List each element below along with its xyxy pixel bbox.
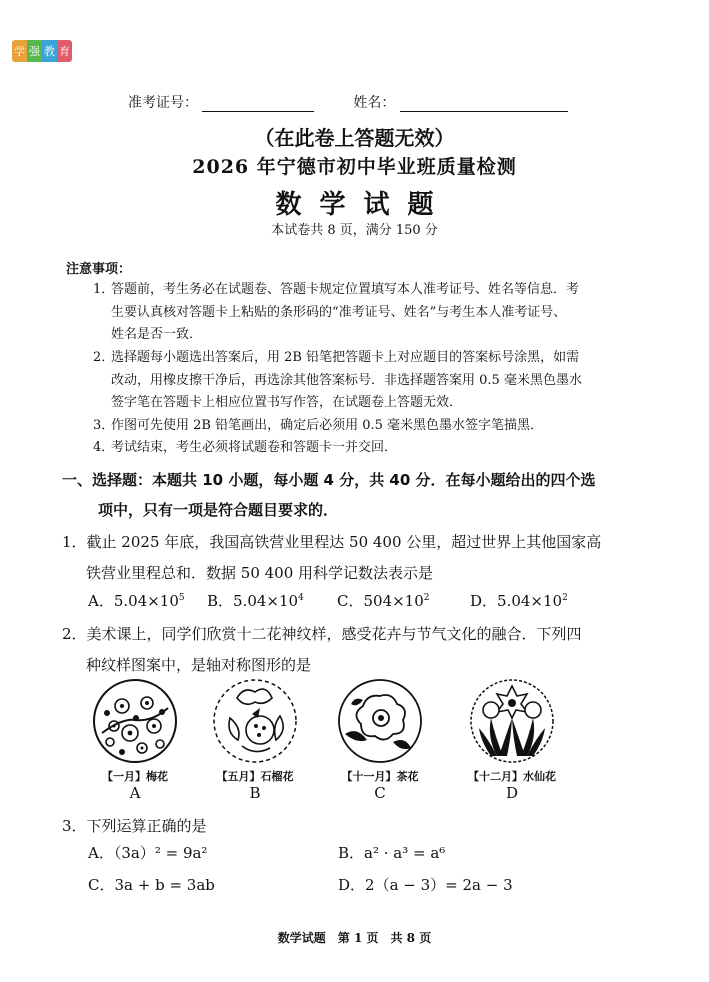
exam-info: 本试卷共 8 页，满分 150 分 [271,223,438,238]
q3-option-c[interactable] [88,874,215,895]
q1-option-c[interactable]: C．$504\times 10^2$ [337,592,430,610]
question-1 [62,527,652,589]
note-item-4 [93,437,653,460]
q2-option-a[interactable] [85,678,185,802]
figure-caption: 【一月】梅花 [102,770,168,783]
logo-char: 强 [27,40,42,62]
option-expression: （3a）² = 9a² [113,844,208,862]
header-fields [128,92,568,112]
note-item-3 [93,415,653,438]
figure-letter: B [249,784,261,802]
q2-option-b[interactable] [205,678,305,802]
note-item-1 [93,279,653,347]
question-line: 铁营业里程总和．数据 50 400 用科学记数法表示是 [86,564,434,582]
question-3: 3．下列运算正确的是 [62,817,207,835]
exam-id-field[interactable] [202,97,314,112]
figure-letter: C [374,784,386,802]
page-footer: 数学试题 第 1 页 共 8 页 [277,931,432,945]
figure-letter: A [129,784,141,802]
note-line: 生要认真核对答题卡上粘贴的条形码的“准考证号、姓名”与考生本人准考证号、 [111,304,567,320]
note-number: 3． [93,418,115,433]
section-heading [62,465,662,525]
pomegranate-flower-pattern-icon [212,678,298,764]
question-2 [62,619,652,681]
note-number: 4． [93,440,115,455]
section-line: 项中，只有一项是符合题目要求的． [98,501,339,519]
option-label: C． [88,876,115,894]
note-line: 选择题每小题选出答案后，用 2B 铅笔把答题卡上对应题目的答案标号涂黑，如需 [111,350,580,365]
option-label: D． [338,876,366,894]
note-line: 签字笔在答题卡上相应位置书写作答，在试题卷上答题无效． [111,395,463,411]
q3-option-d[interactable] [338,874,513,895]
note-item-2 [93,347,653,415]
narcissus-pattern-icon [469,678,555,764]
name-label: 姓名： [353,95,396,111]
subject-title: 数学试题 [275,190,452,220]
note-number: 2． [93,350,115,365]
q3-option-b[interactable] [338,842,445,863]
invalid-note: （在此卷上答题无效） [254,126,455,150]
question-line: 2．美术课上，同学们欣赏十二花神纹样，感受花卉与节气文化的融合．下列四 [62,625,582,643]
question-line: 1．截止 2025 年底，我国高铁营业里程达 50 400 公里，超过世界上其他国家高 [62,533,602,551]
note-number: 1． [93,282,115,297]
figure-letter: D [505,784,519,802]
note-line: 改动，用橡皮擦干净后，再选涂其他答案标号．非选择题答案用 0.5 毫米黑色墨水 [111,372,582,388]
q3-option-a[interactable] [88,842,207,863]
figure-caption: 【十二月】水仙花 [468,770,556,783]
q1-option-b[interactable]: B．$5.04\times 10^4$ [207,592,304,610]
name-field[interactable] [400,97,568,112]
section-line: 一、选择题：本题共 10 小题，每小题 4 分，共 40 分．在每小题给出的四个选 [62,471,596,489]
option-expression: 2（a − 3）= 2a − 3 [365,876,513,894]
exam-id-label: 准考证号： [128,95,198,111]
note-line: 考试结束，考生必须将试题卷和答题卡一并交回． [111,440,398,455]
q2-option-d[interactable] [462,678,562,802]
figure-caption: 【五月】石榴花 [216,770,294,783]
option-label: A． [88,844,114,862]
option-expression: 3a + b = 3ab [114,876,215,894]
note-line: 作图可先使用 2B 铅笔画出，确定后必须用 0.5 毫米黑色墨水签字笔描黑． [111,418,544,433]
q2-option-c[interactable] [330,678,430,802]
logo-char: 学 [12,40,27,62]
note-line: 答题前，考生务必在试题卷、答题卡规定位置填写本人准考证号、姓名等信息．考 [111,282,580,297]
brand-logo [12,40,72,62]
logo-char: 育 [57,40,72,62]
question-line: 种纹样图案中，是轴对称图形的是 [86,656,312,674]
figure-caption: 【十一月】茶花 [341,770,419,783]
option-expression: a² · a³ = a⁶ [364,844,446,862]
camellia-pattern-icon [337,678,423,764]
q1-option-a[interactable]: A．$5.04\times 10^5$ [88,592,185,610]
plum-blossom-pattern-icon [92,678,178,764]
q1-option-d[interactable]: D．$5.04\times 10^2$ [470,592,568,610]
logo-char: 教 [42,40,57,62]
exam-title: 2026 年宁德市初中毕业班质量检测 [192,156,517,178]
notes-title: 注意事项： [66,262,132,277]
note-line: 姓名是否一致． [111,327,203,343]
option-label: B． [338,844,365,862]
